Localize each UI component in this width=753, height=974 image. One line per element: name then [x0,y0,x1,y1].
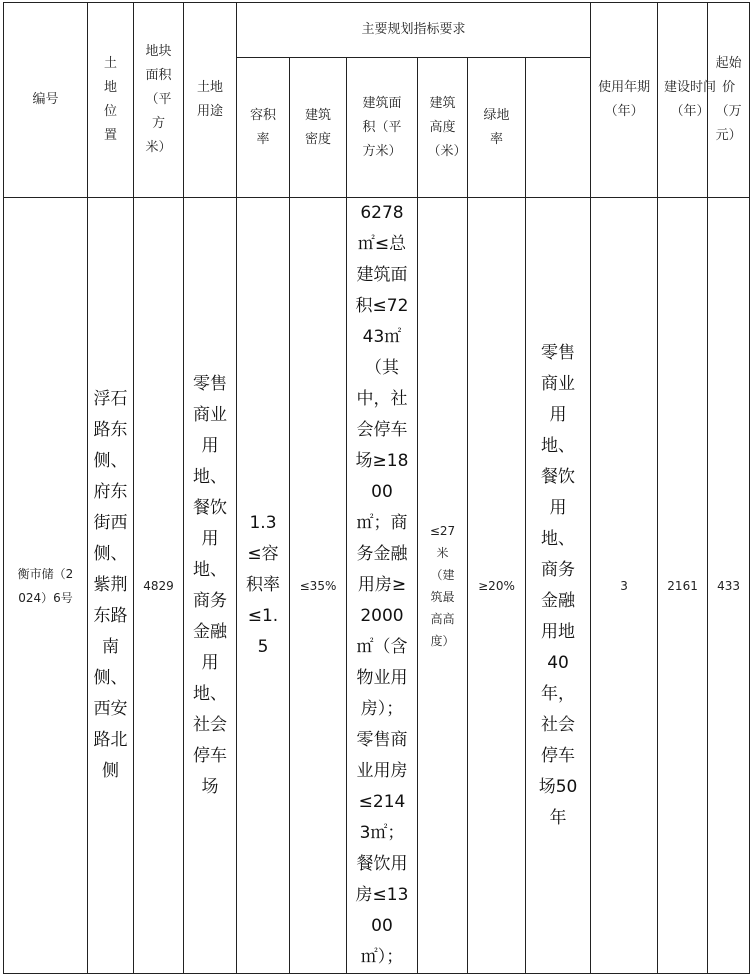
header-id: 编号 [4,3,88,198]
header-green: 绿地率 [468,58,526,198]
cell-start-price: 2161 [658,198,708,974]
cell-id: 衡市储（2024）6号 [4,198,88,974]
cell-height: ≤27米（建筑最高高度） [418,198,468,974]
header-build-time: 建设时间（年） [658,3,708,198]
cell-area: 4829 [134,198,184,974]
header-use: 土地用途 [184,3,237,198]
cell-green: ≥20% [468,198,526,974]
cell-build-time: 3 [591,198,658,974]
header-far: 容积率 [237,58,290,198]
cell-location: 浮石路东侧、府东街西侧、紫荆东路南侧、西安路北侧 [88,198,134,974]
cell-gfa: 6278㎡≤总建筑面积≤7243㎡（其中，社会停车场≥1800㎡；商务金融用房≥2000㎡（含物业用房）；零售商业用房≤2143㎡；餐饮用房≤1300㎡）； [347,198,418,974]
header-gfa: 建筑面积（平方米） [347,58,418,198]
cell-use: 零售商业用地、餐饮用地、商务金融用地、社会停车场 [184,198,237,974]
header-height: 建筑高度（米） [418,58,468,198]
header-location: 土地位置 [88,3,134,198]
header-density: 建筑密度 [290,58,347,198]
header-start-price: 起始价（万元） [708,3,750,198]
cell-deposit: 433 [708,198,750,974]
cell-term: 零售商业用地、餐饮用地、商务金融用地40年，社会停车场50年 [526,198,591,974]
header-term: 使用年期（年） [591,3,658,198]
header-planning-group: 主要规划指标要求 [237,3,591,58]
cell-density: ≤35% [290,198,347,974]
cell-far: 1.3≤容积率≤1.5 [237,198,290,974]
header-area: 地块面积（平方米） [134,3,184,198]
land-auction-table [3,2,750,974]
